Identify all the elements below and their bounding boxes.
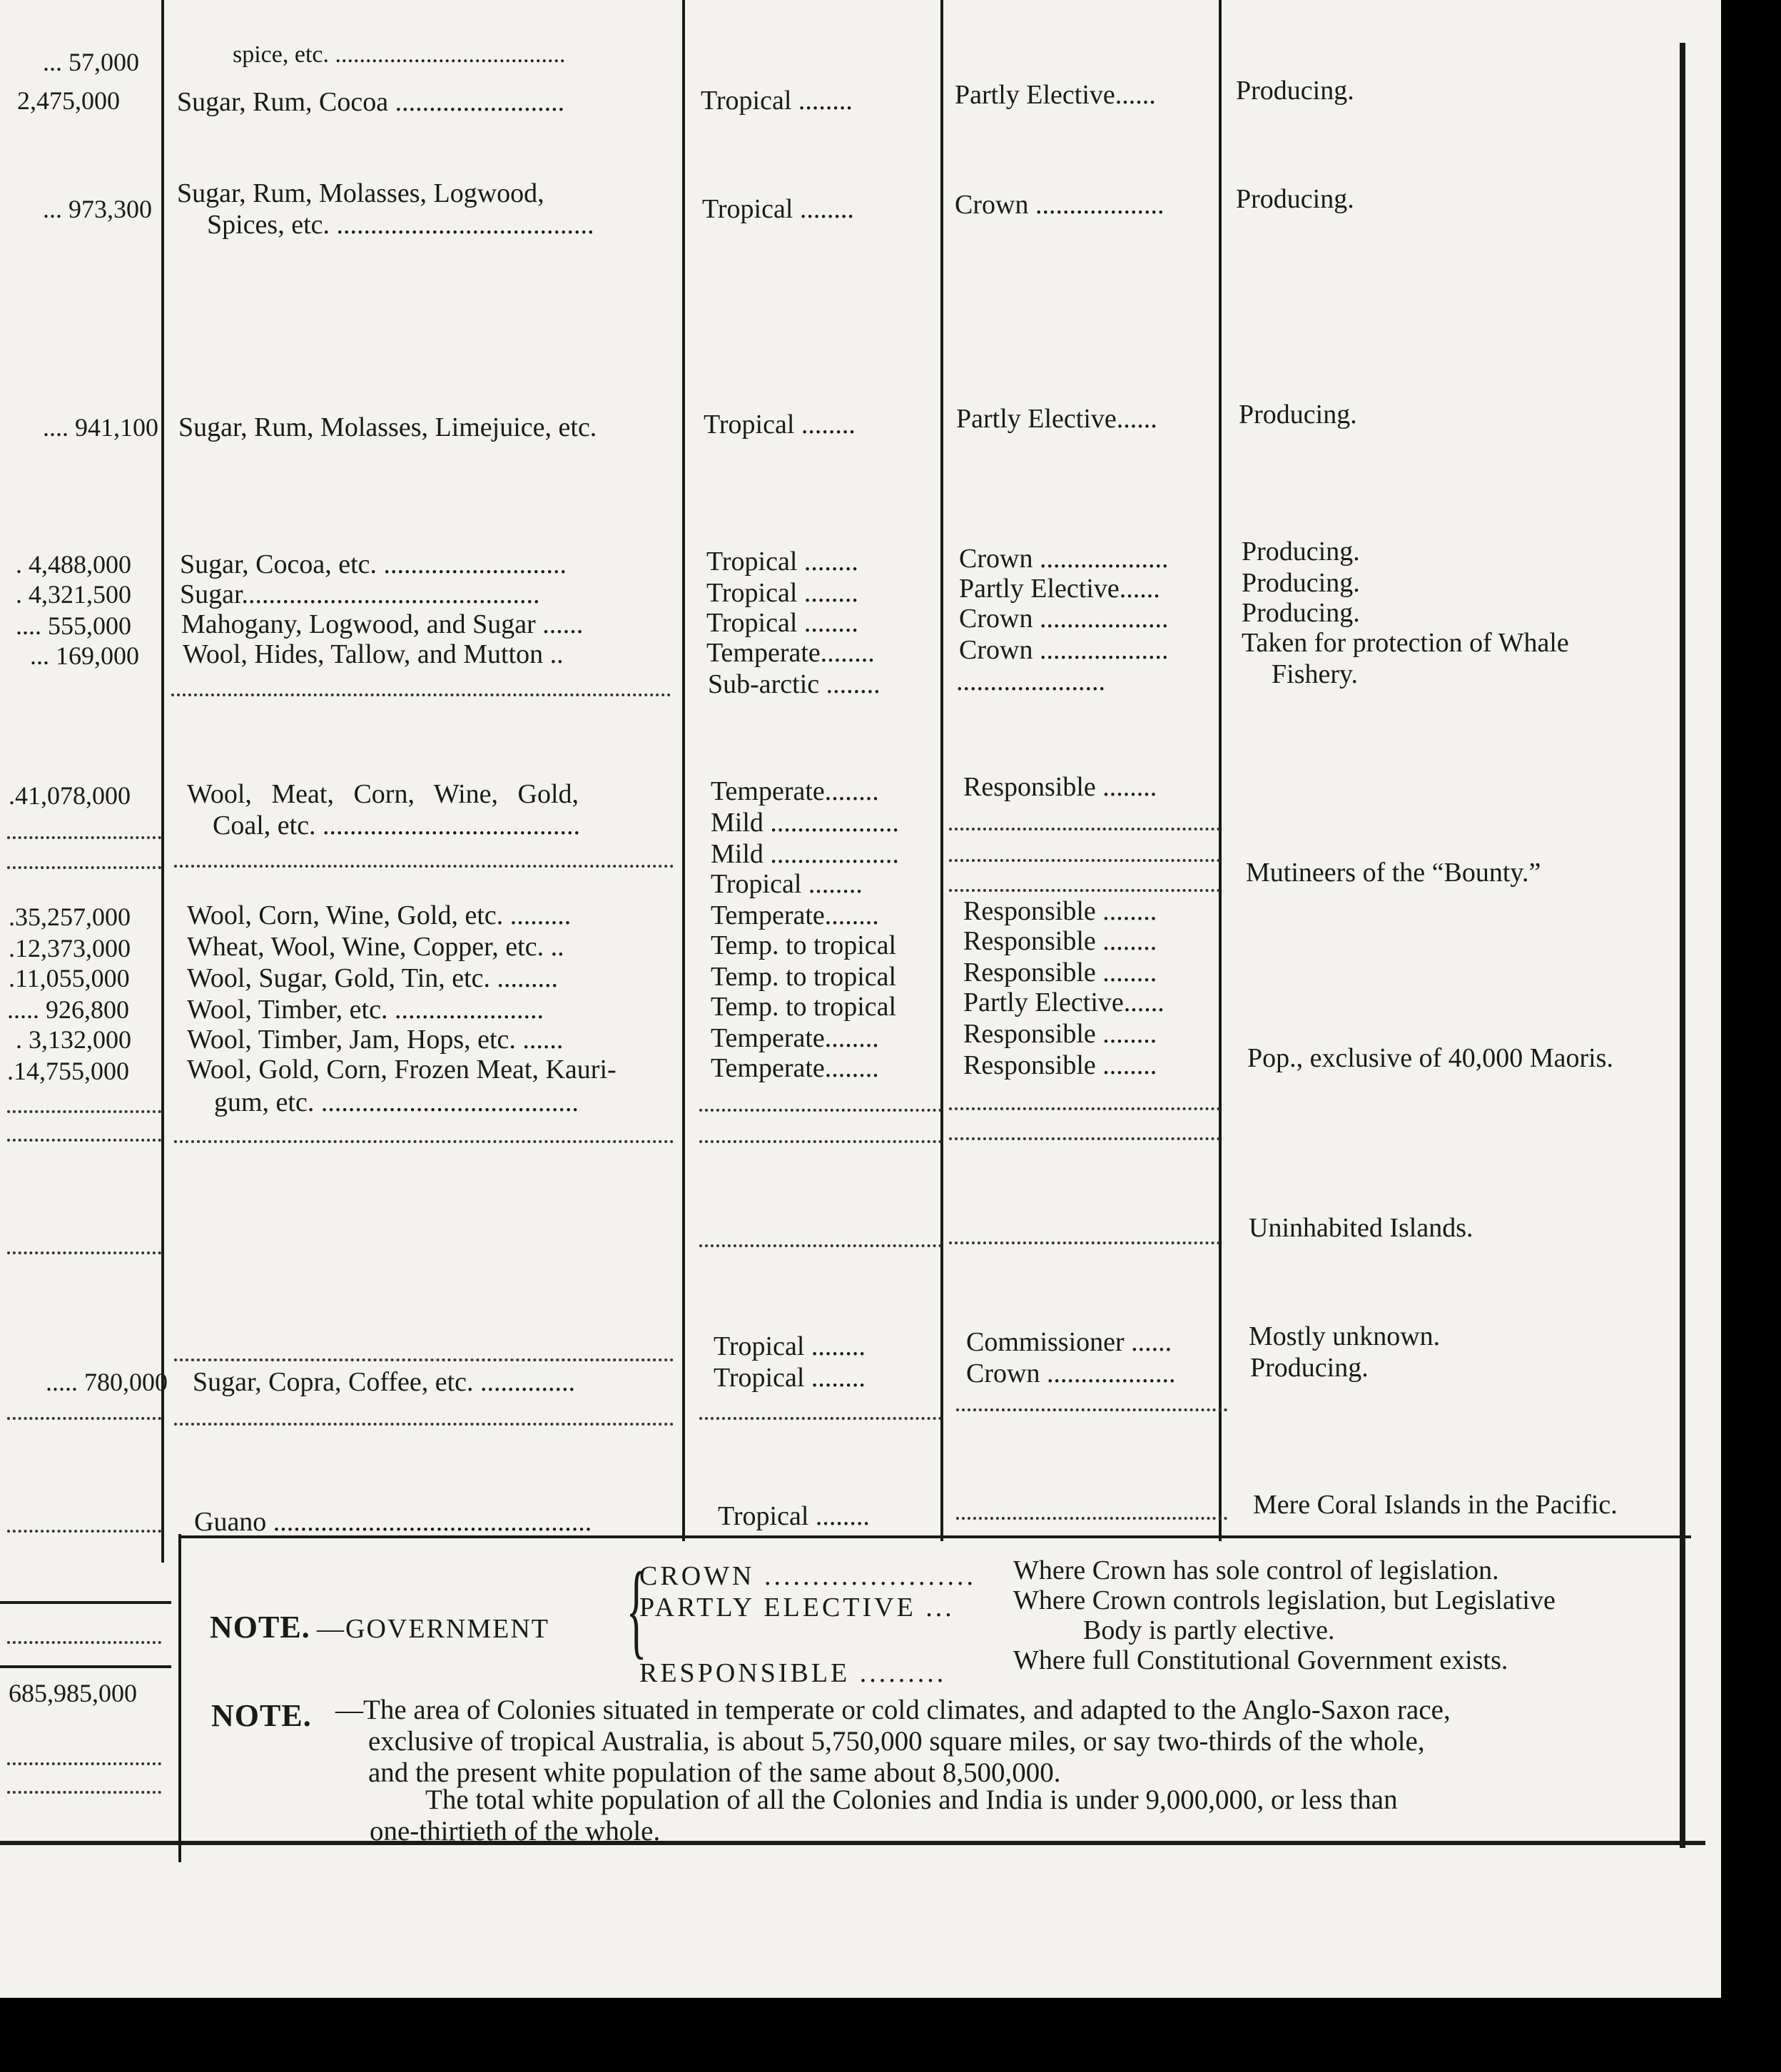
- grand-total: 685,985,000: [9, 1679, 137, 1707]
- dotted-rule: [7, 1791, 161, 1794]
- dotted-rule: [699, 1109, 942, 1112]
- government-cell: Responsible ........: [963, 1050, 1157, 1080]
- government-cell: Responsible ........: [963, 958, 1157, 987]
- dotted-rule: [7, 1251, 161, 1254]
- climate-cell: Temp. to tropical: [711, 962, 897, 992]
- climate-cell: Tropical ........: [706, 547, 858, 577]
- dotted-rule: [174, 1140, 674, 1143]
- remarks-cell: Pop., exclusive of 40,000 Maoris.: [1247, 1043, 1613, 1073]
- products-cell: Guano ...............................................: [194, 1507, 592, 1537]
- climate-cell: Mild ...................: [711, 839, 899, 869]
- pop-cell: .11,055,000: [9, 964, 130, 992]
- products-cell-cont: Coal, etc. ......................................: [213, 811, 581, 841]
- note-label: NOTE.: [210, 1610, 310, 1645]
- remarks-cell: Mere Coral Islands in the Pacific.: [1253, 1490, 1618, 1520]
- products-cell: Sugar, Rum, Cocoa .........................: [177, 87, 565, 117]
- remarks-cell: Producing.: [1250, 1353, 1369, 1383]
- products-cell: Wool, Gold, Corn, Frozen Meat, Kauri-: [187, 1055, 616, 1085]
- government-cell: Crown ...................: [959, 604, 1169, 634]
- remarks-cell-cont: Fishery.: [1272, 659, 1359, 689]
- right-border: [1680, 43, 1685, 1848]
- dotted-rule: [949, 1107, 1220, 1110]
- remarks-cell: Uninhabited Islands.: [1249, 1213, 1473, 1243]
- products-cell: Wool, Timber, etc. ......................: [187, 995, 544, 1025]
- remarks-cell: Producing.: [1242, 598, 1360, 628]
- climate-cell: Temperate........: [711, 1053, 879, 1083]
- climate-cell: Temperate........: [711, 1023, 879, 1053]
- products-cell-cont: gum, etc. ......................................: [214, 1087, 579, 1117]
- column-rule-4: [1219, 0, 1222, 1541]
- column-rule-1: [161, 0, 164, 1563]
- dotted-rule: [7, 836, 161, 839]
- pop-cell: . 4,488,000: [16, 550, 131, 579]
- note-line: —The area of Colonies situated in temperate or cold climates, and adapted to the Anglo-Saxon race,: [335, 1695, 1451, 1725]
- note-line: and the present white population of the same about 8,500,000.: [368, 1757, 1061, 1788]
- government-cell: Responsible ........: [963, 896, 1157, 926]
- dotted-rule: [949, 828, 1220, 831]
- pop-cell: ... 57,000: [43, 48, 139, 76]
- climate-cell: Temp. to tropical: [711, 992, 897, 1022]
- remarks-cell: Producing.: [1236, 184, 1354, 214]
- dotted-rule: [699, 1244, 942, 1247]
- pop-cell: .... 941,100: [43, 413, 158, 442]
- dotted-rule: [949, 889, 1220, 892]
- dotted-rule: [699, 1417, 942, 1420]
- government-cell: Responsible ........: [963, 926, 1157, 956]
- pop-cell: .14,755,000: [7, 1057, 129, 1085]
- climate-cell: Temp. to tropical: [711, 930, 897, 960]
- column-rule-3: [940, 0, 943, 1541]
- dotted-rule: [171, 694, 671, 696]
- column-rule-2: [682, 0, 685, 1541]
- government-cell: Crown ...................: [966, 1359, 1176, 1388]
- climate-cell: Tropical ........: [702, 194, 854, 224]
- government-cell: Commissioner ......: [966, 1327, 1172, 1357]
- government-cell: Partly Elective......: [963, 987, 1164, 1017]
- products-cell: Wool, Meat, Corn, Wine, Gold,: [187, 779, 579, 809]
- products-cell: Sugar............................................: [180, 579, 540, 609]
- pop-cell: ..... 926,800: [7, 995, 129, 1024]
- climate-cell: Tropical ........: [706, 608, 858, 638]
- government-cell: Partly Elective......: [955, 80, 1156, 110]
- gov-desc: Where full Constitutional Government exists.: [1013, 1645, 1508, 1675]
- pop-cell: . 4,321,500: [16, 580, 131, 609]
- climate-cell: Sub-arctic ........: [708, 669, 881, 699]
- climate-cell: Tropical ........: [704, 410, 856, 440]
- remarks-cell: Producing.: [1242, 537, 1360, 567]
- gov-desc: Where Crown has sole control of legislation.: [1013, 1555, 1499, 1585]
- government-cell: Crown ...................: [955, 190, 1164, 220]
- products-cell: Sugar, Rum, Molasses, Logwood,: [177, 178, 544, 208]
- government-cell: Responsible ........: [963, 1019, 1157, 1049]
- government-cell: Crown ...................: [959, 544, 1169, 574]
- climate-cell: Temperate........: [711, 900, 879, 930]
- gov-term: RESPONSIBLE .........: [639, 1658, 947, 1688]
- products-cell: Mahogany, Logwood, and Sugar ......: [181, 609, 584, 639]
- products-cell: Wool, Timber, Jam, Hops, etc. ......: [187, 1025, 564, 1055]
- remarks-cell: Producing.: [1242, 568, 1360, 598]
- scan-margin-bottom: [0, 1998, 1721, 2072]
- pop-cell: 2,475,000: [17, 86, 120, 115]
- pop-cell: ..... 780,000: [46, 1368, 168, 1396]
- climate-cell: Temperate........: [711, 776, 879, 806]
- government-cell: Responsible ........: [963, 772, 1157, 802]
- pop-cell: .... 555,000: [16, 611, 131, 640]
- dotted-rule: [956, 1517, 1227, 1520]
- dotted-rule: [7, 866, 161, 869]
- products-cell-cont: Spices, etc. ......................................: [207, 210, 594, 240]
- dotted-rule: [956, 1408, 1227, 1411]
- pop-cell: . 3,132,000: [16, 1025, 131, 1054]
- remarks-cell: Producing.: [1236, 76, 1354, 106]
- climate-cell: Tropical ........: [701, 86, 853, 116]
- products-cell: spice, etc. ......................................: [233, 41, 566, 68]
- note-heading: —GOVERNMENT: [317, 1614, 549, 1644]
- dotted-rule: [7, 1530, 161, 1533]
- column-rule-1b: [178, 1534, 181, 1862]
- climate-cell: Mild ...................: [711, 808, 899, 838]
- scan-margin: [1721, 1898, 1781, 2072]
- dotted-rule: [174, 865, 674, 868]
- remarks-cell: Mostly unknown.: [1249, 1321, 1441, 1351]
- gov-desc-cont: Body is partly elective.: [1083, 1615, 1335, 1645]
- dotted-rule: [7, 1417, 161, 1420]
- climate-cell: Tropical ........: [711, 869, 863, 899]
- remarks-cell: Producing.: [1239, 400, 1357, 430]
- pop-cell: .12,373,000: [9, 934, 131, 963]
- gov-term: CROWN ......................: [639, 1561, 976, 1591]
- dotted-rule: [7, 1641, 161, 1644]
- government-cell: Partly Elective......: [959, 574, 1160, 604]
- note-label: NOTE.: [211, 1698, 312, 1733]
- dotted-rule: [7, 1139, 161, 1142]
- dotted-rule: [174, 1423, 674, 1426]
- products-cell: Wool, Corn, Wine, Gold, etc. .........: [187, 900, 572, 930]
- brace-glyph: {: [626, 1550, 647, 1669]
- government-cell: Crown ...................: [959, 635, 1169, 665]
- note-line: one-thirtieth of the whole.: [370, 1816, 661, 1847]
- dotted-rule: [699, 1140, 942, 1143]
- dotted-rule: [949, 1241, 1220, 1244]
- products-cell: Sugar, Copra, Coffee, etc. ..............: [193, 1367, 575, 1397]
- climate-cell: Tropical ........: [714, 1363, 866, 1393]
- climate-cell: Temperate........: [706, 638, 875, 668]
- dotted-rule: [7, 1110, 161, 1113]
- dotted-rule: [174, 1359, 674, 1361]
- remarks-cell: Mutineers of the “Bounty.”: [1246, 858, 1541, 888]
- note-line: The total white population of all the Colonies and India is under 9,000,000, or less than: [425, 1784, 1398, 1815]
- dotted-rule: [949, 1137, 1220, 1140]
- gov-term: PARTLY ELECTIVE ...: [639, 1593, 955, 1622]
- pop-cell: ... 169,000: [30, 641, 139, 670]
- pop-cell: ... 973,300: [43, 195, 152, 223]
- government-cell: Partly Elective......: [956, 404, 1157, 434]
- climate-cell: Tropical ........: [714, 1331, 866, 1361]
- products-cell: Wool, Hides, Tallow, and Mutton ..: [183, 639, 564, 669]
- products-cell: Sugar, Rum, Molasses, Limejuice, etc.: [178, 412, 597, 442]
- note-line: exclusive of tropical Australia, is about 5,750,000 square miles, or say two-thirds of the whole,: [368, 1726, 1425, 1757]
- government-cell: ......................: [956, 666, 1105, 696]
- pop-cell: .35,257,000: [9, 903, 131, 931]
- products-cell: Wool, Sugar, Gold, Tin, etc. .........: [187, 963, 559, 993]
- total-rule-a: [0, 1601, 171, 1604]
- climate-cell: Tropical ........: [718, 1501, 870, 1531]
- bottom-rule: [0, 1841, 1705, 1845]
- products-cell: Wheat, Wool, Wine, Copper, etc. ..: [187, 932, 564, 962]
- climate-cell: Tropical ........: [706, 578, 858, 608]
- dotted-rule: [949, 859, 1220, 862]
- pop-cell: .41,078,000: [9, 781, 131, 810]
- remarks-cell: Taken for protection of Whale: [1242, 628, 1569, 658]
- products-cell: Sugar, Cocoa, etc. ...........................: [180, 549, 567, 579]
- gov-desc: Where Crown controls legislation, but Legislative: [1013, 1585, 1556, 1615]
- dotted-rule: [7, 1762, 161, 1765]
- total-rule-b: [0, 1665, 171, 1668]
